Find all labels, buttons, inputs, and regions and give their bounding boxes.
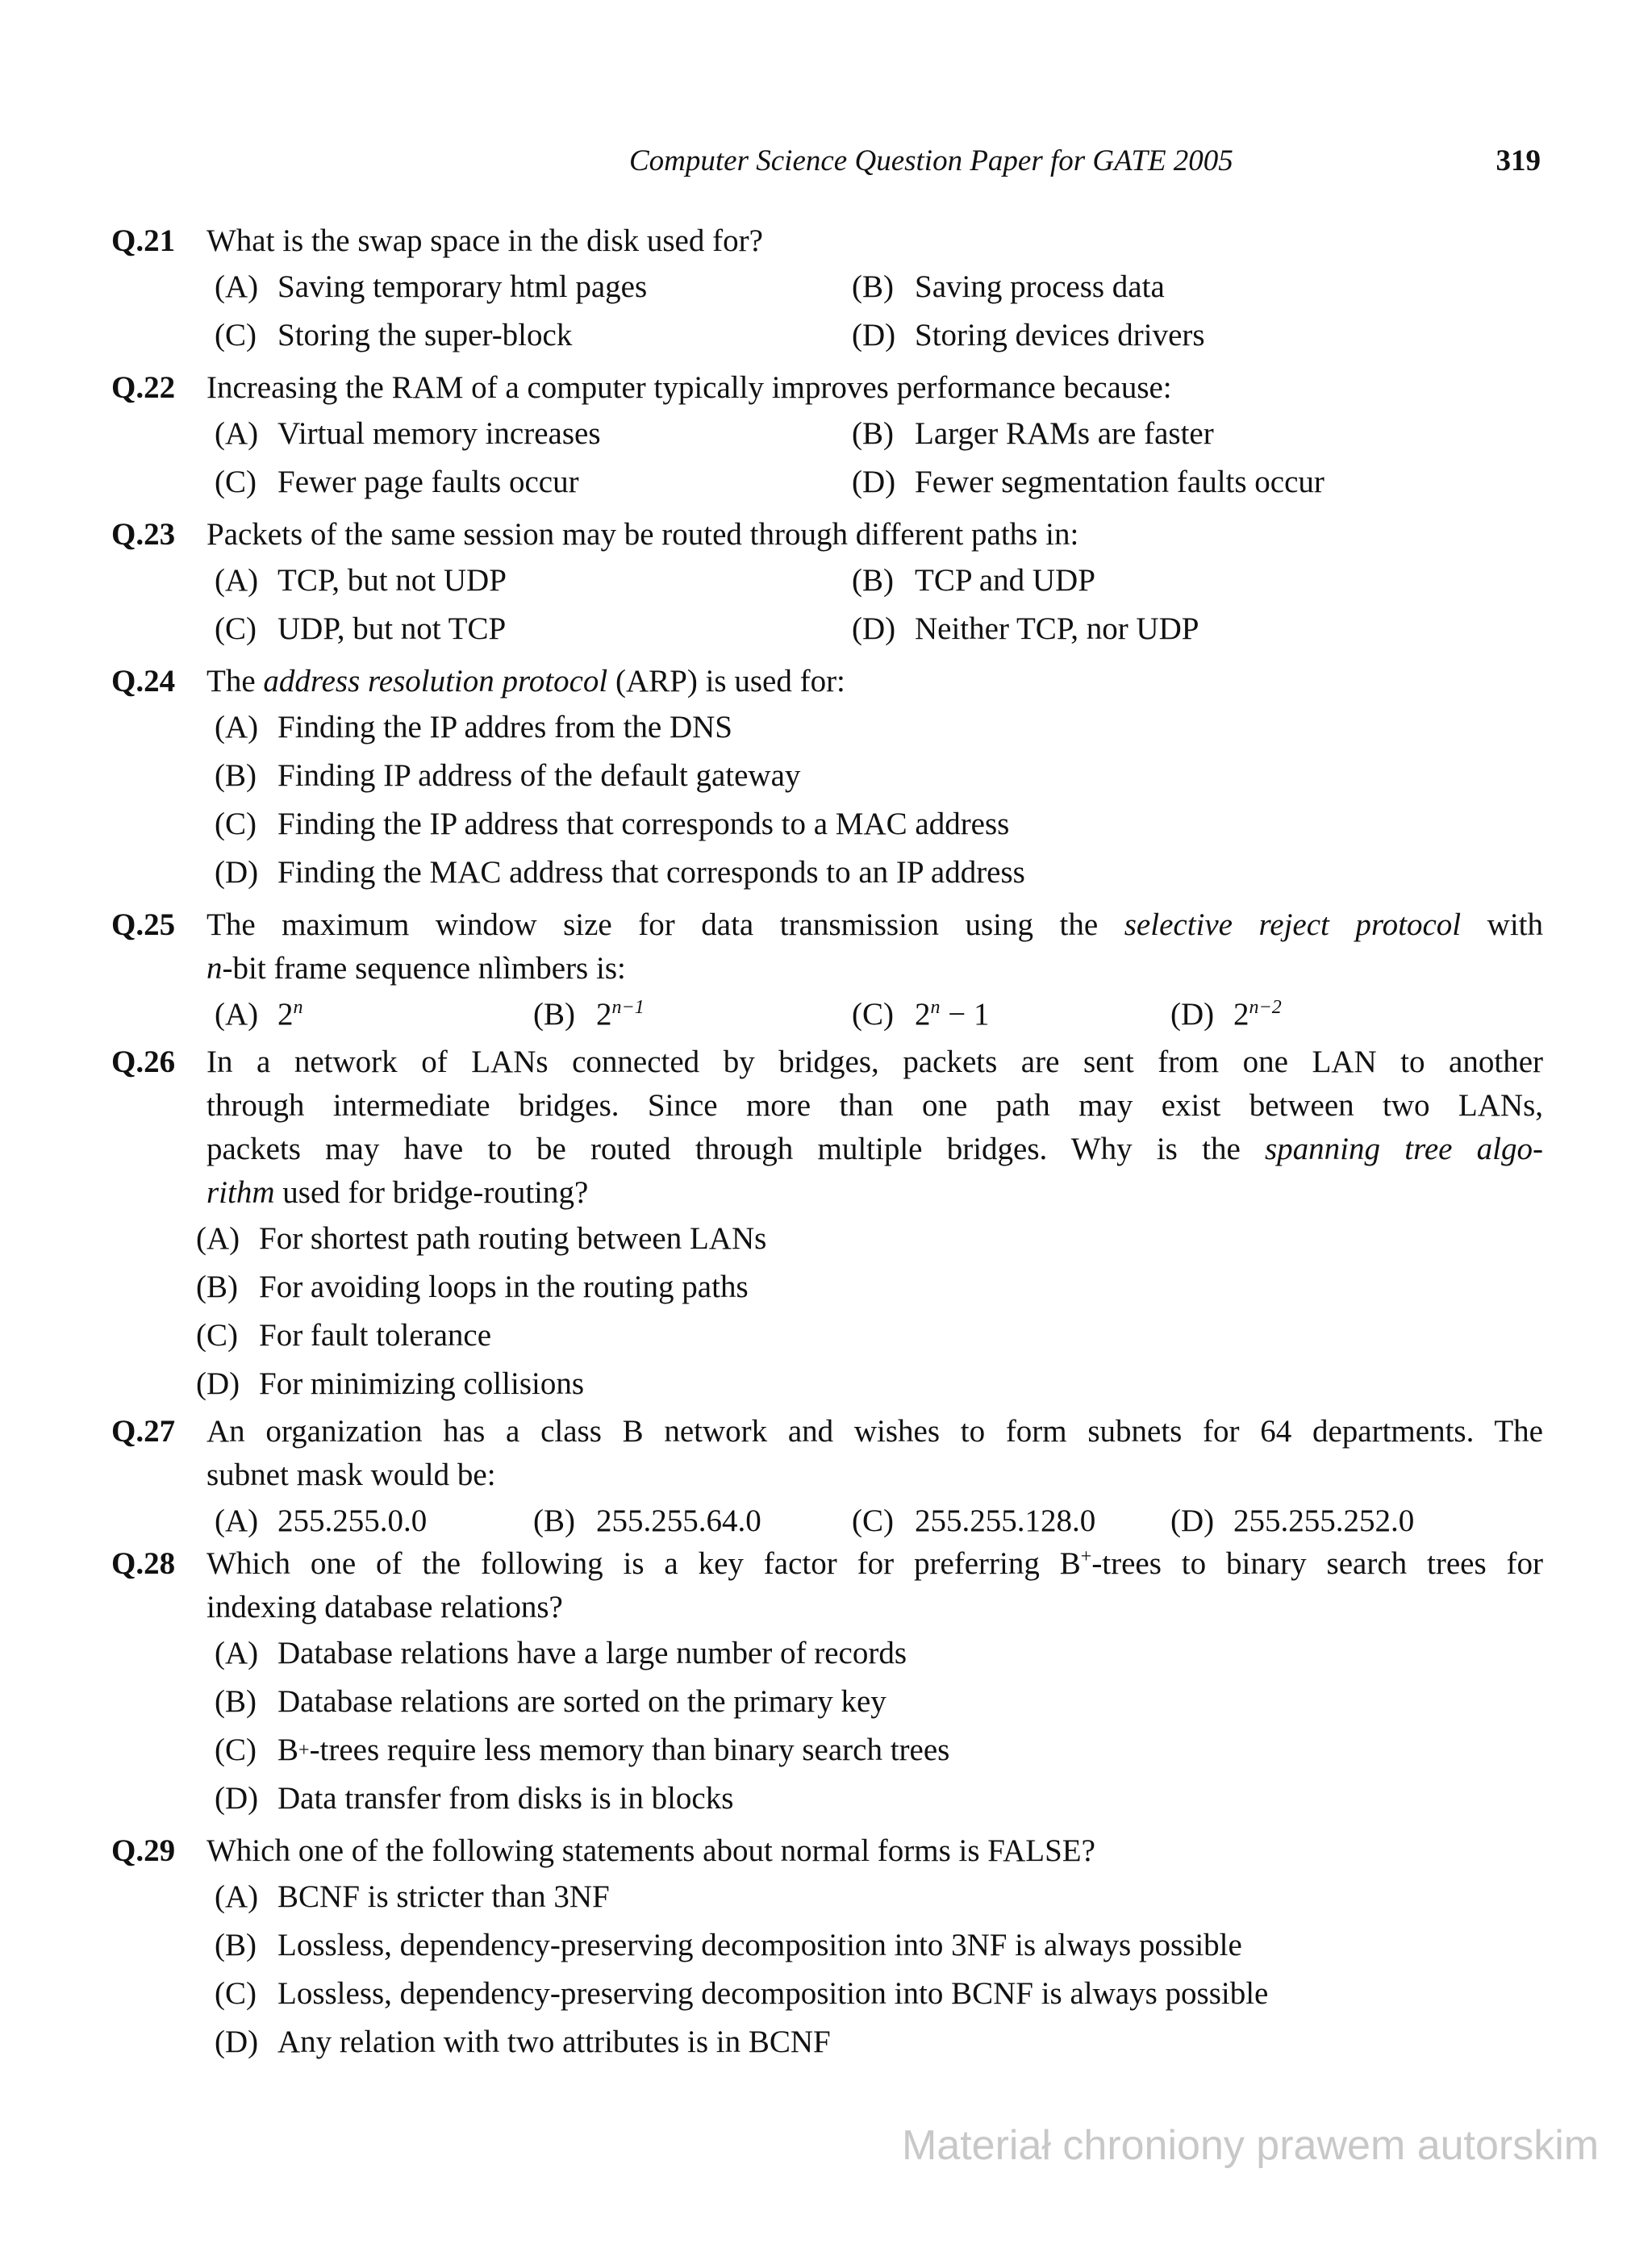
option-c: (C) B + -trees require less memory than binary search trees — [215, 1733, 950, 1767]
question-22 — [111, 366, 1543, 507]
option-c: (C) Lossless, dependency-preserving decomposition into BCNF is always possible — [215, 1976, 1269, 2011]
header-title: Computer Science Question Paper for GATE 2005 — [629, 144, 1233, 177]
question-25 — [111, 903, 1543, 1039]
option-b: (B) Database relations are sorted on the primary key — [215, 1684, 886, 1719]
option-a: (A) Finding the IP addres from the DNS — [215, 710, 732, 744]
option-c: (C) For fault tolerance — [196, 1318, 492, 1353]
question-number: Q.23 — [111, 517, 176, 552]
question-text: Increasing the RAM of a computer typically improves performance because: — [206, 370, 1172, 405]
option-b: (B) 255.255.64.0 — [533, 1503, 761, 1538]
option-b: (B) Finding IP address of the default gateway — [215, 758, 801, 793]
option-d: (D) Fewer segmentation faults occur — [852, 465, 1325, 499]
question-number: Q.27 — [111, 1414, 176, 1449]
question-number: Q.22 — [111, 370, 176, 405]
question-text: The maximum window size for data transmission using the selective reject protocol with n-bit frame sequence nlìmbers is: — [206, 907, 1544, 986]
question-28 — [111, 1542, 1543, 1823]
option-d: (D) For minimizing collisions — [196, 1366, 585, 1401]
option-c: (C) 255.255.128.0 — [852, 1503, 1096, 1538]
option-a: (A) Virtual memory increases — [215, 416, 601, 451]
option-c: (C) $2^n - 1$ — [852, 997, 990, 1032]
option-a: (A) BCNF is stricter than 3NF — [215, 1879, 610, 1914]
option-d: (D) Storing devices drivers — [852, 318, 1205, 352]
question-number: Q.28 — [111, 1546, 176, 1581]
option-a: (A) 255.255.0.0 — [215, 1503, 428, 1538]
option-c: (C) Storing the super-block — [215, 318, 573, 352]
option-d: (D) 255.255.252.0 — [1170, 1503, 1415, 1538]
question-number: Q.21 — [111, 223, 176, 258]
option-a: (A) For shortest path routing between LANs — [196, 1221, 767, 1256]
question-27 — [111, 1410, 1543, 1545]
question-text: What is the swap space in the disk used for? — [206, 223, 763, 258]
question-text: Packets of the same session may be routed through different paths in: — [206, 517, 1079, 552]
running-header — [629, 144, 1541, 184]
question-number: Q.25 — [111, 907, 176, 942]
copyright-watermark: Materiał chroniony prawem autorskim — [902, 2122, 1600, 2169]
option-b: (B) Saving process data — [852, 269, 1165, 304]
question-number: Q.24 — [111, 664, 176, 699]
question-number: Q.29 — [111, 1833, 176, 1868]
option-b: (B) For avoiding loops in the routing paths — [196, 1270, 749, 1304]
question-23 — [111, 513, 1543, 653]
option-b: (B) Lossless, dependency-preserving decomposition into 3NF is always possible — [215, 1928, 1242, 1962]
option-c: (C) UDP, but not TCP — [215, 611, 507, 646]
option-d: (D) $2^{n-2}$ — [1170, 997, 1282, 1032]
option-c: (C) Fewer page faults occur — [215, 465, 579, 499]
question-text: An organization has a class B network and wishes to form subnets for 64 departments. The subnet mask would be: — [206, 1414, 1543, 1492]
option-d: (D) Data transfer from disks is in blocks — [215, 1781, 734, 1816]
option-b: (B) TCP and UDP — [852, 563, 1095, 598]
page-number: 319 — [1496, 144, 1541, 177]
question-number: Q.26 — [111, 1045, 176, 1079]
option-b: (B) $2^{n-1}$ — [533, 997, 645, 1032]
option-a: (A) 2$^n$ — [215, 997, 303, 1032]
question-24 — [111, 660, 1543, 897]
option-b: (B) Larger RAMs are faster — [852, 416, 1214, 451]
question-text: Which one of the following is a key factor for preferring B+-trees to binary search trees for indexing database relations? — [206, 1546, 1544, 1624]
question-21 — [111, 219, 1543, 360]
option-a: (A) Database relations have a large number of records — [215, 1636, 907, 1670]
option-a: (A) Saving temporary html pages — [215, 269, 648, 304]
option-a: (A) TCP, but not UDP — [215, 563, 507, 598]
option-d: (D) Any relation with two attributes is in BCNF — [215, 2025, 831, 2059]
question-29 — [111, 1829, 1543, 2066]
option-c: (C) Finding the IP address that corresponds to a MAC address — [215, 807, 1010, 841]
question-text: Which one of the following statements about normal forms is FALSE? — [206, 1833, 1095, 1868]
question-text: In a network of LANs connected by bridges, packets are sent from one LAN to another through intermediate bridges. Since more than one path may exist between two LANs, packets may have to be routed through multiple bridges. Why is the spanning tree algo- rithm used for bridge-routing? — [206, 1045, 1543, 1210]
option-d: (D) Finding the MAC address that corresponds to an IP address — [215, 855, 1025, 890]
question-26 — [111, 1041, 1543, 1408]
question-text: The address resolution protocol (ARP) is used for: — [206, 664, 845, 699]
option-d: (D) Neither TCP, nor UDP — [852, 611, 1199, 646]
